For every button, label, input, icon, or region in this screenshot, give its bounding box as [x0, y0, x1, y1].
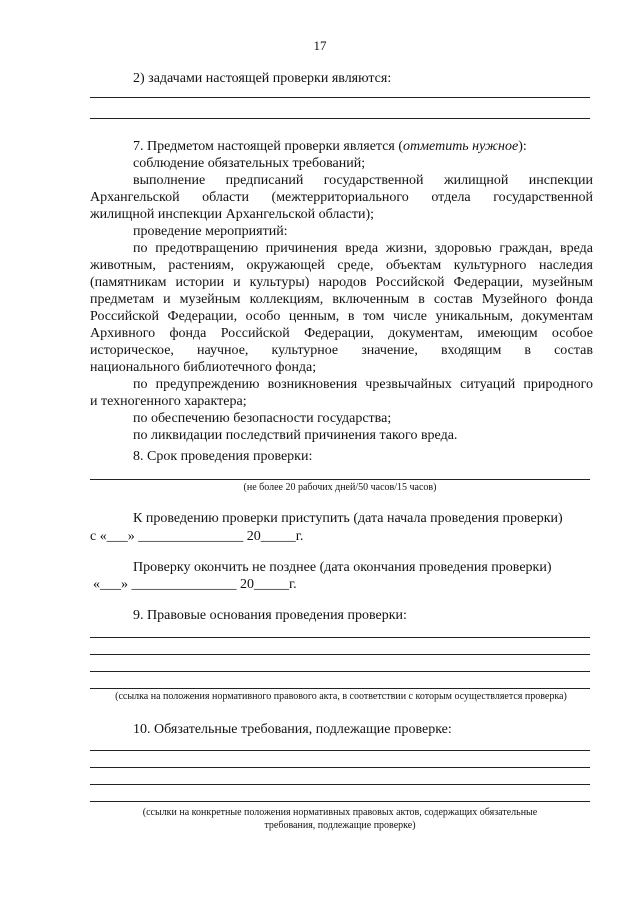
item7-line: национального библиотечного фонда; — [90, 360, 317, 375]
item10-caption-line1: (ссылки на конкретные положения нормативных правовых актов, содержащих обязательные — [142, 807, 538, 818]
item7-line: жилищной инспекции Архангельской области); — [90, 207, 375, 222]
item7-line: по предупреждению возникновения чрезвычайных ситуаций природного — [133, 377, 593, 392]
item10-title: 10. Обязательные требования, подлежащие проверке: — [133, 722, 452, 737]
fill-line — [90, 118, 590, 119]
item7-emphasis: отметить нужное — [403, 139, 519, 154]
item7-line: выполнение предписаний государственной жилищной инспекции — [133, 173, 593, 188]
item8-caption: (не более 20 рабочих дней/50 часов/15 часов) — [243, 482, 437, 493]
fill-line — [90, 750, 590, 751]
item7-line: и техногенного характера; — [90, 394, 247, 409]
fill-line — [90, 688, 590, 689]
item10-caption-line2: требования, подлежащие проверке) — [264, 820, 416, 831]
start-date-field: с «___» _______________ 20_____г. — [90, 529, 304, 544]
fill-line — [90, 97, 590, 98]
item7-heading — [133, 138, 527, 155]
item7-lead: 7. Предметом настоящей проверки является ( — [133, 139, 404, 154]
item9-title: 9. Правовые основания проведения проверки: — [133, 608, 407, 623]
fill-line — [90, 801, 590, 802]
fill-line — [90, 767, 590, 768]
start-date-text: К проведению проверки приступить (дата начала проведения проверки) — [133, 511, 563, 526]
end-date-field: «___» _______________ 20_____г. — [93, 577, 297, 592]
item7-line: соблюдение обязательных требований; — [133, 156, 366, 171]
item8-title: 8. Срок проведения проверки: — [133, 449, 313, 464]
item7-line: Архивного фонда Российской Федерации, документам, имеющим особое — [90, 326, 593, 341]
item7-line: (памятникам истории и культуры) народов Российской Федерации, музейным — [90, 275, 593, 290]
fill-line — [90, 637, 590, 638]
item7-line: Архангельской области (межтерриториального отдела государственной — [90, 190, 593, 205]
item7-tail: ): — [518, 139, 527, 154]
fill-line — [90, 784, 590, 785]
item7-line: по ликвидации последствий причинения такого вреда. — [133, 428, 458, 443]
item7-line: Российской Федерации, особо ценным, в том числе уникальным, документам — [90, 309, 593, 324]
item7-line: по предотвращению причинения вреда жизни, здоровью граждан, вреда — [133, 241, 593, 256]
item7-line: историческое, научное, культурное значение, входящим в состав — [90, 343, 593, 358]
item7-line: проведение мероприятий: — [133, 224, 288, 239]
item2-text: 2) задачами настоящей проверки являются: — [133, 71, 392, 86]
item7-line: животным, растениям, окружающей среде, объектам культурного наследия — [90, 258, 593, 273]
item7-line: предметам и музейным коллекциям, включенным в состав Музейного фонда — [90, 292, 593, 307]
fill-line — [90, 654, 590, 655]
item7-line: по обеспечению безопасности государства; — [133, 411, 392, 426]
fill-line — [90, 479, 590, 480]
fill-line — [90, 671, 590, 672]
item9-caption: (ссылка на положения нормативного правового акта, в соответствии с которым осуществляется проверка) — [115, 691, 567, 702]
page-number: 17 — [313, 38, 327, 53]
end-date-text: Проверку окончить не позднее (дата окончания проведения проверки) — [133, 560, 552, 575]
